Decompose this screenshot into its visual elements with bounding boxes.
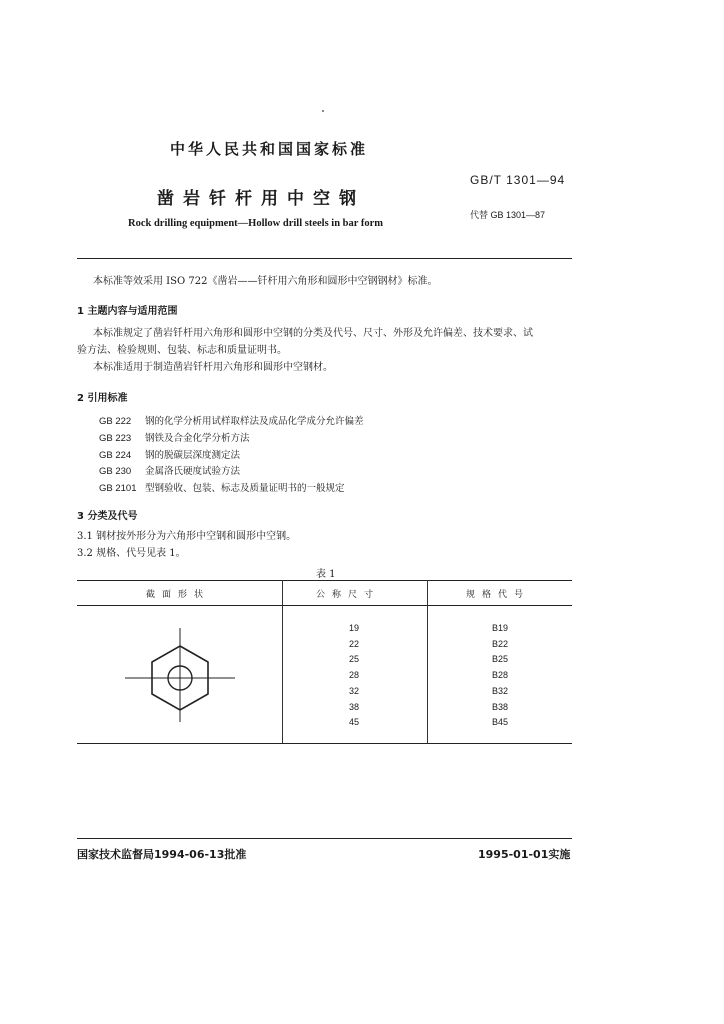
reference-code: GB 222 — [99, 416, 132, 427]
document-title-en: Rock drilling equipment—Hollow drill steels in bar form — [128, 218, 384, 229]
footer-rule — [77, 838, 572, 839]
effective-date: 1995-01-01实施 — [478, 848, 571, 861]
nominal-size: 28 — [348, 670, 359, 681]
header-divider — [77, 258, 572, 259]
reference-row — [99, 480, 345, 494]
intro-paragraph: 本标准等效采用 ISO 722《凿岩——钎杆用六角形和圆形中空钢钢材》标准。 — [93, 276, 438, 287]
reference-title: 钢铁及合金化学分析方法 — [145, 433, 250, 444]
nominal-size: 19 — [348, 623, 359, 633]
reference-title: 金属洛氏硬度试验方法 — [145, 466, 241, 477]
approval-date: 国家技术监督局1994-06-13批准 — [77, 848, 247, 861]
spec-code: B38 — [491, 701, 508, 712]
column-header-spec-code: 规格代号 — [466, 590, 531, 600]
column-header-section-shape: 截面形状 — [146, 590, 211, 600]
reference-row — [99, 413, 364, 427]
reference-code: GB 2101 — [99, 483, 137, 494]
reference-title: 钢的脱碳层深度测定法 — [145, 450, 241, 461]
hexagon-section-drawing — [120, 625, 240, 725]
nominal-size: 38 — [348, 701, 359, 712]
table-header-rule — [77, 605, 572, 606]
nominal-size: 32 — [348, 685, 359, 696]
table-bottom-rule — [77, 743, 572, 744]
reference-row — [99, 430, 250, 444]
spec-code: B19 — [491, 623, 508, 633]
spec-code: B45 — [491, 717, 508, 728]
standard-number: GB/T 1301—94 — [470, 173, 566, 187]
table-column-divider — [282, 580, 283, 743]
spec-code: B32 — [491, 685, 508, 696]
section-1-paragraph-2: 本标准适用于制造凿岩钎杆用六角形和圆形中空钢材。 — [93, 362, 333, 373]
spec-code: B22 — [491, 638, 508, 649]
reference-title: 型钢验收、包装、标志及质量证明书的一般规定 — [145, 483, 345, 494]
scan-speck — [322, 110, 324, 112]
nominal-size: 22 — [348, 638, 359, 649]
section-3-2: 3.2 规格、代号见表 1。 — [77, 548, 186, 559]
section-3-1: 3.1 钢材按外形分为六角形中空钢和圆形中空钢。 — [77, 531, 297, 542]
reference-row — [99, 463, 240, 477]
spec-code-column — [480, 621, 520, 731]
nominal-size: 25 — [348, 654, 359, 665]
table-top-rule — [77, 580, 572, 581]
document-title-cn: 凿岩钎杆用中空钢 — [157, 189, 365, 209]
reference-code: GB 230 — [99, 466, 132, 477]
reference-title: 钢的化学分析用试样取样法及成品化学成分允许偏差 — [145, 416, 364, 427]
nominal-size: 45 — [348, 717, 359, 728]
spec-code: B25 — [491, 654, 508, 665]
reference-code: GB 224 — [99, 450, 132, 461]
section-1-paragraph-line1: 本标准规定了凿岩钎杆用六角形和圆形中空钢的分类及代号、尺寸、外形及允许偏差、技术要求、试 — [93, 328, 533, 339]
section-1-heading: 1 主题内容与适用范围 — [77, 306, 178, 317]
nominal-size-column — [334, 621, 374, 731]
column-header-nominal-size: 公称尺寸 — [316, 590, 381, 600]
reference-code: GB 223 — [99, 433, 132, 444]
table-caption: 表 1 — [316, 569, 336, 580]
table-column-divider — [427, 580, 428, 743]
section-3-heading: 3 分类及代号 — [77, 511, 138, 522]
reference-row — [99, 447, 240, 461]
section-2-heading: 2 引用标准 — [77, 393, 128, 404]
spec-code: B28 — [491, 670, 508, 681]
replaces-note: 代替 GB 1301—87 — [470, 210, 546, 220]
national-standard-heading: 中华人民共和国国家标准 — [170, 140, 369, 158]
section-1-paragraph-line2: 验方法、检验规则、包装、标志和质量证明书。 — [77, 345, 287, 356]
